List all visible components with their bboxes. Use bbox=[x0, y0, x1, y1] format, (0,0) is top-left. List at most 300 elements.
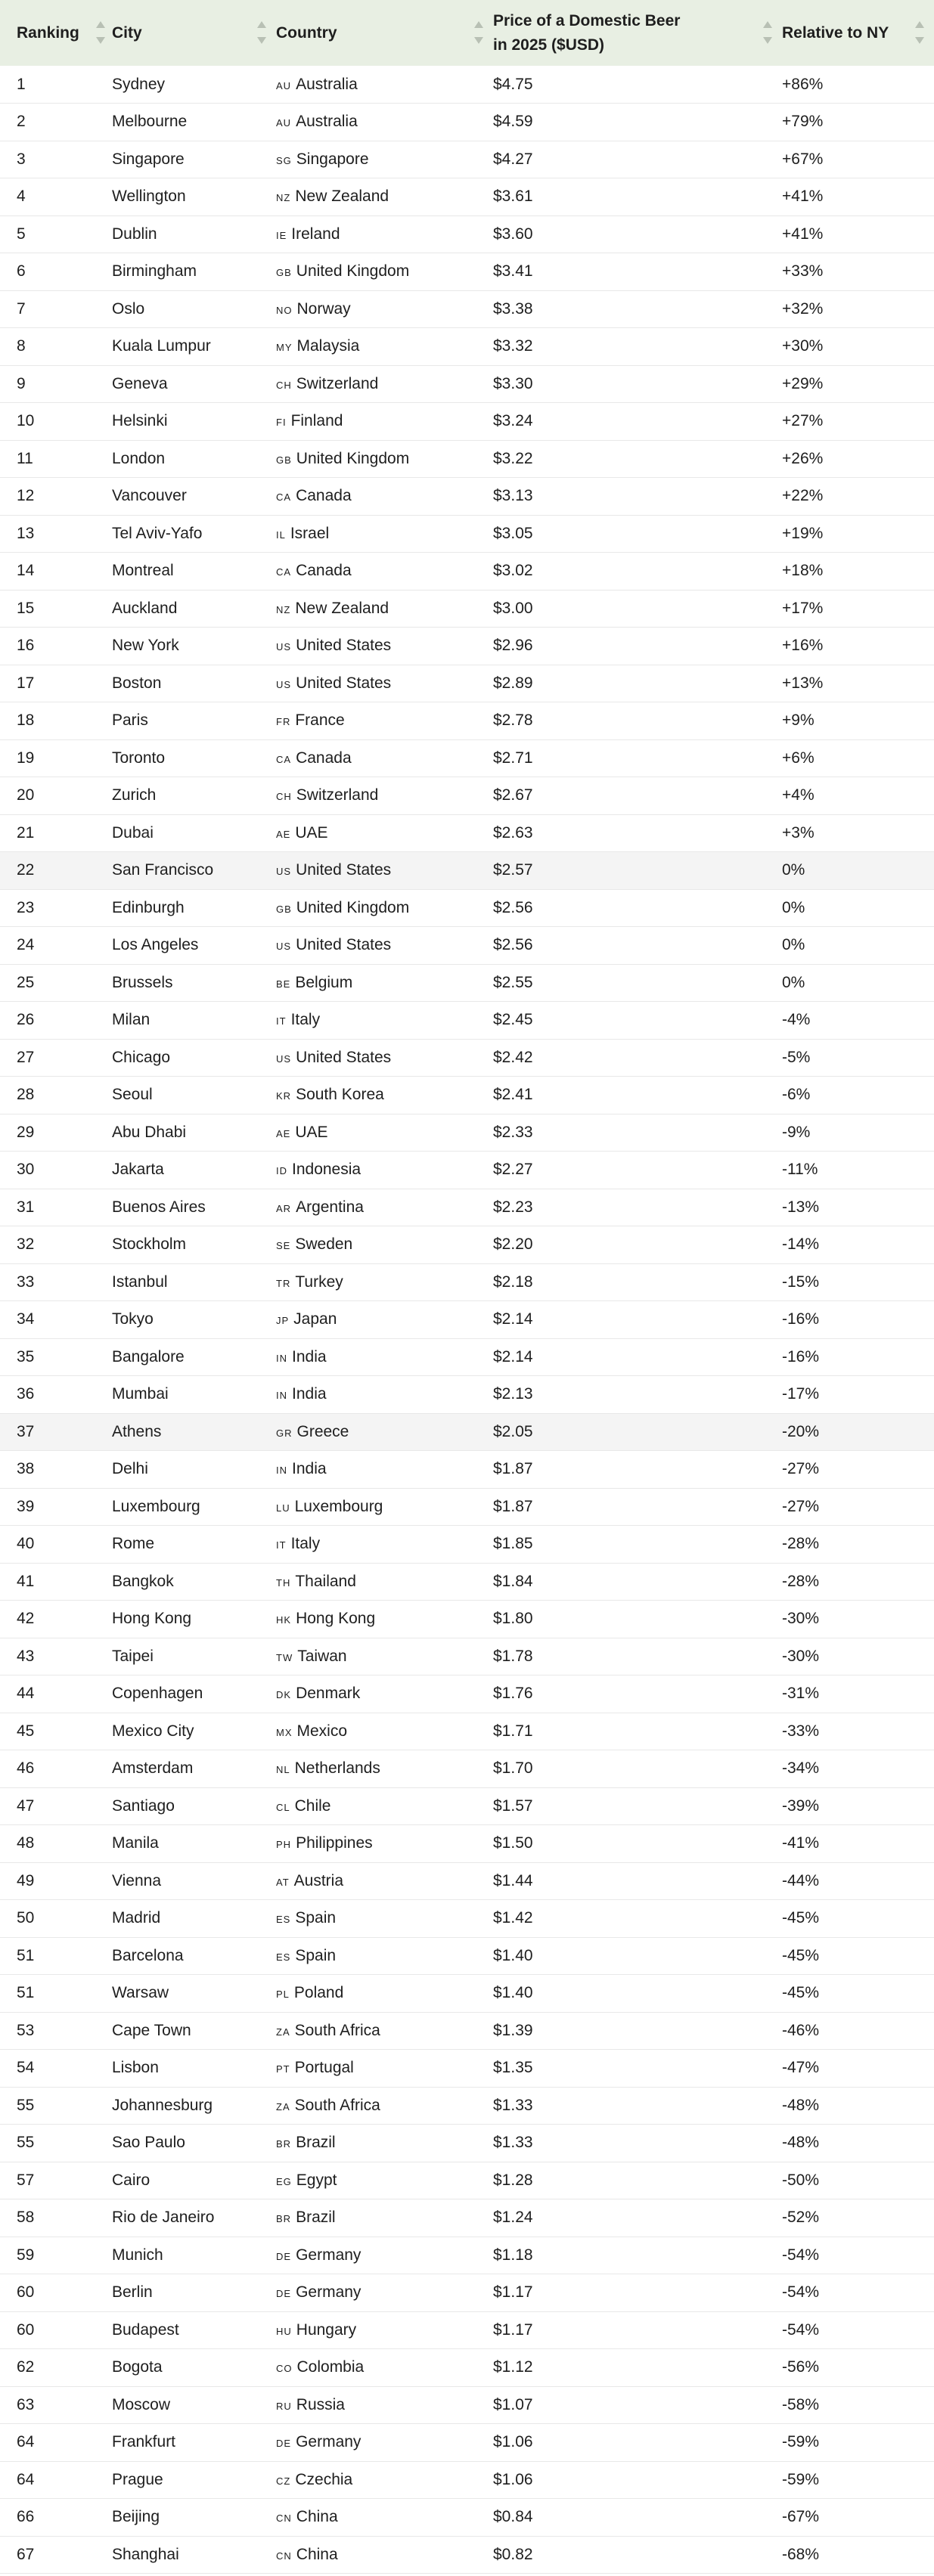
table-row bbox=[0, 2237, 934, 2274]
country-code: PT bbox=[276, 2063, 290, 2075]
rank-cell: 22 bbox=[0, 852, 112, 890]
country-name: Brazil bbox=[296, 2134, 336, 2152]
price-cell: $2.33 bbox=[493, 1114, 782, 1152]
table-row bbox=[0, 1002, 934, 1040]
country-name: Sweden bbox=[295, 1235, 353, 1254]
country-cell bbox=[276, 1039, 493, 1077]
column-header-label: in 2025 ($USD) bbox=[493, 36, 605, 54]
relative-cell: -58% bbox=[782, 2386, 934, 2424]
city-cell: Vienna bbox=[112, 1862, 276, 1900]
country-name: South Africa bbox=[294, 2021, 380, 2039]
sort-icon[interactable] bbox=[914, 21, 925, 44]
table-row bbox=[0, 1376, 934, 1414]
country-cell bbox=[276, 1114, 493, 1152]
country-code: ZA bbox=[276, 2100, 290, 2113]
rank-cell: 59 bbox=[0, 2237, 112, 2274]
relative-cell: -6% bbox=[782, 1077, 934, 1114]
table-row bbox=[0, 2349, 934, 2387]
country-cell bbox=[276, 365, 493, 403]
table-row bbox=[0, 1263, 934, 1301]
country-cell bbox=[276, 2050, 493, 2088]
price-cell: $1.87 bbox=[493, 1451, 782, 1489]
country-code: IT bbox=[276, 1539, 287, 1551]
city-cell: Frankfurt bbox=[112, 2424, 276, 2462]
city-cell: Budapest bbox=[112, 2311, 276, 2349]
rank-cell: 55 bbox=[0, 2087, 112, 2125]
rank-cell: 51 bbox=[0, 1937, 112, 1975]
country-name: Hungary bbox=[296, 2320, 357, 2339]
country-name: Germany bbox=[296, 2246, 361, 2264]
rank-cell: 23 bbox=[0, 889, 112, 927]
city-cell: Taipei bbox=[112, 1638, 276, 1675]
rank-cell: 10 bbox=[0, 403, 112, 441]
table-row bbox=[0, 215, 934, 253]
country-cell bbox=[276, 66, 493, 104]
sort-icon[interactable] bbox=[256, 21, 267, 44]
country-cell bbox=[276, 1189, 493, 1226]
table-row bbox=[0, 2012, 934, 2050]
price-cell: $1.40 bbox=[493, 1975, 782, 2013]
relative-cell: -52% bbox=[782, 2199, 934, 2237]
price-cell: $3.30 bbox=[493, 365, 782, 403]
city-cell: Barcelona bbox=[112, 1937, 276, 1975]
relative-cell: +30% bbox=[782, 328, 934, 366]
rank-cell: 15 bbox=[0, 590, 112, 628]
table-row bbox=[0, 777, 934, 815]
city-cell: Helsinki bbox=[112, 403, 276, 441]
country-name: Canada bbox=[296, 562, 352, 580]
table-row bbox=[0, 628, 934, 665]
rank-cell: 5 bbox=[0, 215, 112, 253]
country-name: France bbox=[295, 711, 345, 730]
relative-cell: -50% bbox=[782, 2162, 934, 2199]
price-cell: $3.02 bbox=[493, 553, 782, 591]
country-code: GR bbox=[276, 1427, 293, 1439]
price-cell: $1.12 bbox=[493, 2349, 782, 2387]
rank-cell: 47 bbox=[0, 1787, 112, 1825]
column-header-label: Ranking bbox=[17, 23, 79, 42]
relative-cell: -14% bbox=[782, 1226, 934, 1264]
relative-cell: -28% bbox=[782, 1526, 934, 1564]
country-code: AU bbox=[276, 117, 292, 129]
sort-icon[interactable] bbox=[473, 21, 484, 44]
city-cell: Madrid bbox=[112, 1900, 276, 1938]
rank-cell: 6 bbox=[0, 253, 112, 291]
country-code: CH bbox=[276, 379, 292, 391]
price-cell: $1.28 bbox=[493, 2162, 782, 2199]
country-code: US bbox=[276, 866, 292, 878]
relative-cell: +29% bbox=[782, 365, 934, 403]
city-cell: Tokyo bbox=[112, 1301, 276, 1339]
relative-cell: -46% bbox=[782, 2012, 934, 2050]
country-cell bbox=[276, 2386, 493, 2424]
rank-cell: 28 bbox=[0, 1077, 112, 1114]
city-cell: San Francisco bbox=[112, 852, 276, 890]
price-cell: $2.23 bbox=[493, 1189, 782, 1226]
table-row bbox=[0, 1226, 934, 1264]
country-name: United Kingdom bbox=[296, 262, 410, 281]
country-cell bbox=[276, 1338, 493, 1376]
country-code: TR bbox=[276, 1277, 291, 1289]
sort-icon[interactable] bbox=[95, 21, 106, 44]
country-cell bbox=[276, 1526, 493, 1564]
relative-cell: +9% bbox=[782, 702, 934, 740]
rank-cell: 30 bbox=[0, 1152, 112, 1189]
country-code: CH bbox=[276, 791, 292, 803]
city-cell: Birmingham bbox=[112, 253, 276, 291]
relative-cell: -41% bbox=[782, 1825, 934, 1863]
rank-cell: 38 bbox=[0, 1451, 112, 1489]
country-code: BR bbox=[276, 2138, 292, 2150]
country-code: CA bbox=[276, 566, 292, 578]
relative-cell: +32% bbox=[782, 290, 934, 328]
city-cell: Istanbul bbox=[112, 1263, 276, 1301]
relative-cell: -30% bbox=[782, 1601, 934, 1638]
rank-cell: 64 bbox=[0, 2424, 112, 2462]
price-cell: $3.61 bbox=[493, 178, 782, 216]
table-row bbox=[0, 2087, 934, 2125]
country-name: Switzerland bbox=[296, 374, 379, 392]
column-header-ranking[interactable] bbox=[0, 0, 112, 66]
country-cell bbox=[276, 889, 493, 927]
country-code: GB bbox=[276, 267, 292, 279]
country-name: China bbox=[296, 2545, 338, 2563]
table-row bbox=[0, 2050, 934, 2088]
country-code: NZ bbox=[276, 192, 291, 204]
rank-cell: 32 bbox=[0, 1226, 112, 1264]
rank-cell: 13 bbox=[0, 515, 112, 553]
rank-cell: 18 bbox=[0, 702, 112, 740]
country-name: Germany bbox=[296, 2283, 361, 2302]
country-code: BE bbox=[276, 978, 291, 990]
country-code: DE bbox=[276, 2250, 292, 2262]
rank-cell: 64 bbox=[0, 2461, 112, 2499]
rank-cell: 31 bbox=[0, 1189, 112, 1226]
table-row bbox=[0, 1488, 934, 1526]
table-row bbox=[0, 1601, 934, 1638]
table-row bbox=[0, 1862, 934, 1900]
table-row bbox=[0, 590, 934, 628]
city-cell: Prague bbox=[112, 2461, 276, 2499]
relative-cell: +41% bbox=[782, 215, 934, 253]
country-code: HK bbox=[276, 1614, 292, 1626]
country-name: Egypt bbox=[296, 2171, 337, 2189]
country-name: Singapore bbox=[296, 150, 369, 168]
relative-cell: -39% bbox=[782, 1787, 934, 1825]
table-row bbox=[0, 178, 934, 216]
table-row bbox=[0, 2162, 934, 2199]
country-code: IL bbox=[276, 529, 286, 541]
city-cell: Sao Paulo bbox=[112, 2125, 276, 2162]
country-cell bbox=[276, 215, 493, 253]
rank-cell: 63 bbox=[0, 2386, 112, 2424]
country-name: South Africa bbox=[294, 2096, 380, 2114]
price-cell: $2.13 bbox=[493, 1376, 782, 1414]
country-cell bbox=[276, 1563, 493, 1601]
country-name: United States bbox=[296, 936, 392, 954]
column-header-relative[interactable] bbox=[782, 0, 934, 66]
price-cell: $2.42 bbox=[493, 1039, 782, 1077]
table-row bbox=[0, 702, 934, 740]
country-cell bbox=[276, 1900, 493, 1938]
city-cell: London bbox=[112, 440, 276, 478]
price-cell: $3.22 bbox=[493, 440, 782, 478]
rank-cell: 48 bbox=[0, 1825, 112, 1863]
country-code: CL bbox=[276, 1801, 290, 1813]
table-row bbox=[0, 328, 934, 366]
price-cell: $2.78 bbox=[493, 702, 782, 740]
country-name: United States bbox=[296, 861, 392, 879]
country-code: JP bbox=[276, 1315, 290, 1327]
rank-cell: 39 bbox=[0, 1488, 112, 1526]
column-header-country[interactable] bbox=[276, 0, 493, 66]
relative-cell: -27% bbox=[782, 1488, 934, 1526]
country-name: Argentina bbox=[296, 1198, 364, 1216]
city-cell: Abu Dhabi bbox=[112, 1114, 276, 1152]
table-row bbox=[0, 1152, 934, 1189]
country-code: CO bbox=[276, 2363, 293, 2375]
country-cell bbox=[276, 1077, 493, 1114]
country-code: ZA bbox=[276, 2026, 290, 2038]
country-name: New Zealand bbox=[295, 599, 389, 617]
price-cell: $1.06 bbox=[493, 2424, 782, 2462]
country-code: GB bbox=[276, 454, 292, 466]
city-cell: Manila bbox=[112, 1825, 276, 1863]
relative-cell: -16% bbox=[782, 1338, 934, 1376]
country-name: Australia bbox=[296, 113, 358, 131]
relative-cell: +16% bbox=[782, 628, 934, 665]
country-name: Italy bbox=[290, 1535, 321, 1553]
relative-cell: -4% bbox=[782, 1002, 934, 1040]
rank-cell: 46 bbox=[0, 1750, 112, 1788]
price-cell: $2.14 bbox=[493, 1301, 782, 1339]
country-cell bbox=[276, 1675, 493, 1713]
country-cell bbox=[276, 2274, 493, 2312]
country-name: New Zealand bbox=[295, 188, 389, 206]
country-code: TW bbox=[276, 1651, 293, 1663]
price-cell: $0.82 bbox=[493, 2536, 782, 2574]
country-cell bbox=[276, 328, 493, 366]
country-cell bbox=[276, 1226, 493, 1264]
country-code: GB bbox=[276, 903, 292, 915]
country-cell bbox=[276, 1825, 493, 1863]
rank-cell: 2 bbox=[0, 104, 112, 141]
column-header-label: Price of a Domestic Beer bbox=[493, 11, 681, 29]
country-name: Chile bbox=[294, 1796, 331, 1815]
relative-cell: -59% bbox=[782, 2424, 934, 2462]
country-code: HU bbox=[276, 2325, 292, 2337]
country-cell bbox=[276, 2012, 493, 2050]
country-cell bbox=[276, 702, 493, 740]
relative-cell: -45% bbox=[782, 1900, 934, 1938]
relative-cell: +13% bbox=[782, 665, 934, 702]
rank-cell: 60 bbox=[0, 2311, 112, 2349]
country-name: Colombia bbox=[296, 2358, 365, 2376]
country-cell bbox=[276, 478, 493, 516]
country-name: Denmark bbox=[296, 1685, 361, 1703]
price-cell: $2.56 bbox=[493, 927, 782, 965]
relative-cell: -68% bbox=[782, 2536, 934, 2574]
country-code: MY bbox=[276, 342, 293, 354]
rank-cell: 50 bbox=[0, 1900, 112, 1938]
sort-icon[interactable] bbox=[762, 21, 773, 44]
country-name: Taiwan bbox=[297, 1647, 347, 1665]
country-code: IT bbox=[276, 1015, 287, 1028]
table-row bbox=[0, 927, 934, 965]
country-name: Switzerland bbox=[296, 786, 379, 804]
city-cell: Geneva bbox=[112, 365, 276, 403]
city-cell: Singapore bbox=[112, 141, 276, 178]
rank-cell: 53 bbox=[0, 2012, 112, 2050]
rank-cell: 42 bbox=[0, 1601, 112, 1638]
city-cell: Paris bbox=[112, 702, 276, 740]
price-cell: $1.80 bbox=[493, 1601, 782, 1638]
relative-cell: -11% bbox=[782, 1152, 934, 1189]
rank-cell: 60 bbox=[0, 2274, 112, 2312]
country-name: Indonesia bbox=[292, 1161, 361, 1179]
country-cell bbox=[276, 253, 493, 291]
country-cell bbox=[276, 739, 493, 777]
country-name: Netherlands bbox=[294, 1759, 380, 1778]
country-code: CZ bbox=[276, 2475, 291, 2487]
country-cell bbox=[276, 964, 493, 1002]
price-cell: $3.13 bbox=[493, 478, 782, 516]
country-cell bbox=[276, 403, 493, 441]
country-name: Austria bbox=[293, 1871, 344, 1889]
city-cell: Chicago bbox=[112, 1039, 276, 1077]
price-cell: $1.57 bbox=[493, 1787, 782, 1825]
city-cell: Johannesburg bbox=[112, 2087, 276, 2125]
column-header-price[interactable] bbox=[493, 0, 782, 66]
country-name: Turkey bbox=[295, 1273, 343, 1291]
price-cell: $4.27 bbox=[493, 141, 782, 178]
relative-cell: +41% bbox=[782, 178, 934, 216]
price-cell: $2.20 bbox=[493, 1226, 782, 1264]
country-name: United States bbox=[296, 1048, 392, 1066]
country-name: Australia bbox=[296, 75, 358, 93]
price-cell: $1.06 bbox=[493, 2461, 782, 2499]
table-row bbox=[0, 1675, 934, 1713]
table-row bbox=[0, 665, 934, 702]
city-cell: Boston bbox=[112, 665, 276, 702]
price-cell: $2.56 bbox=[493, 889, 782, 927]
price-cell: $3.05 bbox=[493, 515, 782, 553]
country-cell bbox=[276, 814, 493, 852]
country-cell bbox=[276, 852, 493, 890]
country-code: IN bbox=[276, 1465, 287, 1477]
table-row bbox=[0, 1451, 934, 1489]
rank-cell: 58 bbox=[0, 2199, 112, 2237]
country-cell bbox=[276, 1638, 493, 1675]
city-cell: Rio de Janeiro bbox=[112, 2199, 276, 2237]
table-row bbox=[0, 1413, 934, 1451]
price-cell: $2.55 bbox=[493, 964, 782, 1002]
city-cell: Los Angeles bbox=[112, 927, 276, 965]
price-cell: $2.96 bbox=[493, 628, 782, 665]
relative-cell: -45% bbox=[782, 1975, 934, 2013]
city-cell: Hong Kong bbox=[112, 1601, 276, 1638]
country-code: BR bbox=[276, 2213, 292, 2225]
price-cell: $2.27 bbox=[493, 1152, 782, 1189]
country-name: United Kingdom bbox=[296, 898, 410, 916]
table-row bbox=[0, 889, 934, 927]
price-cell: $2.18 bbox=[493, 1263, 782, 1301]
country-code: NO bbox=[276, 304, 293, 316]
table-row bbox=[0, 553, 934, 591]
city-cell: Cairo bbox=[112, 2162, 276, 2199]
country-name: Spain bbox=[295, 1946, 337, 1964]
table-row bbox=[0, 814, 934, 852]
column-header-city[interactable] bbox=[112, 0, 276, 66]
relative-cell: +79% bbox=[782, 104, 934, 141]
country-name: Norway bbox=[296, 299, 351, 318]
country-cell bbox=[276, 1488, 493, 1526]
city-cell: Berlin bbox=[112, 2274, 276, 2312]
city-cell: Auckland bbox=[112, 590, 276, 628]
price-cell: $1.07 bbox=[493, 2386, 782, 2424]
country-name: Italy bbox=[290, 1011, 321, 1029]
column-header-label: Country bbox=[276, 23, 337, 42]
city-cell: Bogota bbox=[112, 2349, 276, 2387]
table-row bbox=[0, 253, 934, 291]
rank-cell: 4 bbox=[0, 178, 112, 216]
price-cell: $2.67 bbox=[493, 777, 782, 815]
country-code: IN bbox=[276, 1390, 287, 1402]
country-code: KR bbox=[276, 1090, 292, 1102]
country-cell bbox=[276, 104, 493, 141]
country-cell bbox=[276, 777, 493, 815]
price-cell: $1.17 bbox=[493, 2311, 782, 2349]
relative-cell: +27% bbox=[782, 403, 934, 441]
country-code: PL bbox=[276, 1989, 290, 2001]
country-name: China bbox=[296, 2508, 338, 2526]
relative-cell: -54% bbox=[782, 2237, 934, 2274]
table-row bbox=[0, 1787, 934, 1825]
city-cell: Luxembourg bbox=[112, 1488, 276, 1526]
rank-cell: 9 bbox=[0, 365, 112, 403]
country-name: Russia bbox=[296, 2395, 345, 2413]
rank-cell: 33 bbox=[0, 1263, 112, 1301]
table-row bbox=[0, 1301, 934, 1339]
country-code: US bbox=[276, 641, 292, 653]
country-cell bbox=[276, 2424, 493, 2462]
price-cell: $1.33 bbox=[493, 2087, 782, 2125]
city-cell: Rome bbox=[112, 1526, 276, 1564]
relative-cell: +86% bbox=[782, 66, 934, 104]
relative-cell: -13% bbox=[782, 1189, 934, 1226]
country-cell bbox=[276, 665, 493, 702]
country-code: SG bbox=[276, 154, 292, 166]
table-row bbox=[0, 2199, 934, 2237]
country-code: NL bbox=[276, 1764, 290, 1776]
country-cell bbox=[276, 2349, 493, 2387]
country-name: India bbox=[292, 1385, 327, 1403]
city-cell: Beijing bbox=[112, 2499, 276, 2537]
rank-cell: 27 bbox=[0, 1039, 112, 1077]
country-cell bbox=[276, 1601, 493, 1638]
rank-cell: 49 bbox=[0, 1862, 112, 1900]
country-name: Finland bbox=[290, 412, 343, 430]
price-cell: $3.41 bbox=[493, 253, 782, 291]
country-code: PH bbox=[276, 1839, 292, 1851]
country-code: US bbox=[276, 678, 292, 690]
column-header-label: Relative to NY bbox=[782, 23, 889, 42]
country-name: United Kingdom bbox=[296, 449, 410, 467]
table-row bbox=[0, 2461, 934, 2499]
rank-cell: 25 bbox=[0, 964, 112, 1002]
country-cell bbox=[276, 1451, 493, 1489]
country-code: DK bbox=[276, 1689, 292, 1701]
